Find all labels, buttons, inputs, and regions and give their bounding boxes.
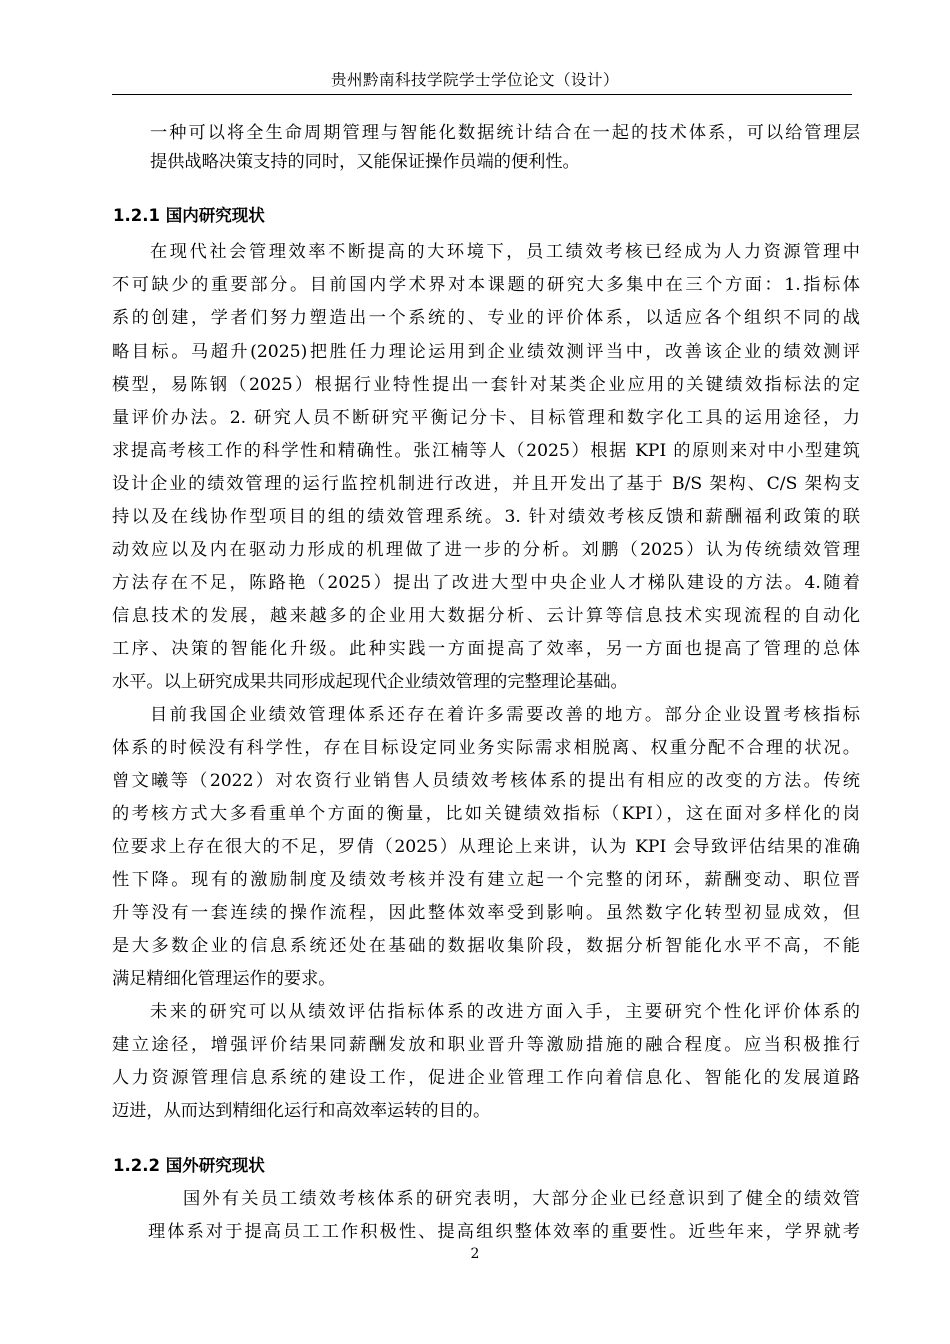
text-line: 略目标。马超升(2025)把胜任力理论运用到企业绩效测评当中，改善该企业的绩效测评: [112, 342, 860, 362]
page-number: 2: [470, 1246, 480, 1262]
text-line: 理体系对于提高员工工作积极性、提高组织整体效率的重要性。近些年来，学界就考: [148, 1222, 860, 1242]
text-line: 系的创建，学者们努力塑造出一个系统的、专业的评价体系，以适应各个组织不同的战: [112, 308, 860, 328]
text-line: 是大多数企业的信息系统还处在基础的数据收集阶段，数据分析智能化水平不高，不能: [112, 936, 860, 956]
text-line: 满足精细化管理运作的要求。: [112, 969, 336, 989]
text-line: 曾文曦等（2022）对农资行业销售人员绩效考核体系的提出有相应的改变的方法。传统: [112, 771, 860, 791]
text-line: 在现代社会管理效率不断提高的大环境下，员工绩效考核已经成为人力资源管理中: [150, 242, 860, 262]
text-line: 提供战略决策支持的同时，又能保证操作员端的便利性。: [150, 152, 580, 172]
text-line: 体系的时候没有科学性，存在目标设定同业务实际需求相脱离、权重分配不合理的状况。: [112, 738, 860, 758]
text-line: 求提高考核工作的科学性和精确性。张江楠等人（2025）根据 KPI 的原则来对中小型建筑: [112, 441, 860, 461]
text-line: 未来的研究可以从绩效评估指标体系的改进方面入手，主要研究个性化评价体系的: [150, 1002, 860, 1022]
text-line: 水平。以上研究成果共同形成起现代企业绩效管理的完整理论基础。: [112, 672, 628, 692]
text-line: 不可缺少的重要部分。目前国内学术界对本课题的研究大多集中在三个方面：1.指标体: [112, 275, 860, 295]
text-line: 升等没有一套连续的操作流程，因此整体效率受到影响。虽然数字化转型初显成效，但: [112, 903, 860, 923]
text-line: 迈进，从而达到精细化运行和高效率运转的目的。: [112, 1101, 491, 1121]
text-line: 持以及在线协作型项目的组的绩效管理系统。3. 针对绩效考核反馈和薪酬福利政策的联: [112, 507, 860, 527]
text-line: 位要求上存在很大的不足，罗倩（2025）从理论上来讲，认为 KPI 会导致评估结果的准确: [112, 837, 860, 857]
text-line: 工序、决策的智能化升级。此种实践一方面提高了效率，另一方面也提高了管理的总体: [112, 639, 860, 659]
header-rule: [112, 94, 852, 95]
text-line: 动效应以及内在驱动力形成的机理做了进一步的分析。刘鹏（2025）认为传统绩效管理: [112, 540, 860, 560]
text-line: 目前我国企业绩效管理体系还存在着许多需要改善的地方。部分企业设置考核指标: [150, 705, 860, 725]
section-heading-domestic: 1.2.1 国内研究现状: [113, 206, 265, 225]
text-line: 性下降。现有的激励制度及绩效考核并没有建立起一个完整的闭环，薪酬变动、职位晋: [112, 870, 860, 890]
text-line: 量评价办法。2. 研究人员不断研究平衡记分卡、目标管理和数字化工具的运用途径，力: [112, 408, 860, 428]
text-line: 国外有关员工绩效考核体系的研究表明，大部分企业已经意识到了健全的绩效管: [183, 1189, 860, 1209]
text-line: 一种可以将全生命周期管理与智能化数据统计结合在一起的技术体系，可以给管理层: [150, 123, 860, 143]
text-line: 人力资源管理信息系统的建设工作，促进企业管理工作向着信息化、智能化的发展道路: [112, 1068, 860, 1088]
section-heading-foreign: 1.2.2 国外研究现状: [113, 1156, 265, 1175]
text-line: 的考核方式大多看重单个方面的衡量，比如关键绩效指标（KPI），这在面对多样化的岗: [112, 804, 860, 824]
text-line: 方法存在不足，陈路艳（2025）提出了改进大型中央企业人才梯队建设的方法。4.随着: [112, 573, 860, 593]
text-line: 模型，易陈钢（2025）根据行业特性提出一套针对某类企业应用的关键绩效指标法的定: [112, 375, 860, 395]
text-line: 信息技术的发展，越来越多的企业用大数据分析、云计算等信息技术实现流程的自动化: [112, 606, 860, 626]
text-line: 设计企业的绩效管理的运行监控机制进行改进，并且开发出了基于 B/S 架构、C/S 架构支: [112, 474, 860, 494]
text-line: 建立途径，增强评价结果同薪酬发放和职业晋升等激励措施的融合程度。应当积极推行: [112, 1035, 860, 1055]
page-header: 贵州黔南科技学院学士学位论文（设计）: [330, 71, 619, 89]
